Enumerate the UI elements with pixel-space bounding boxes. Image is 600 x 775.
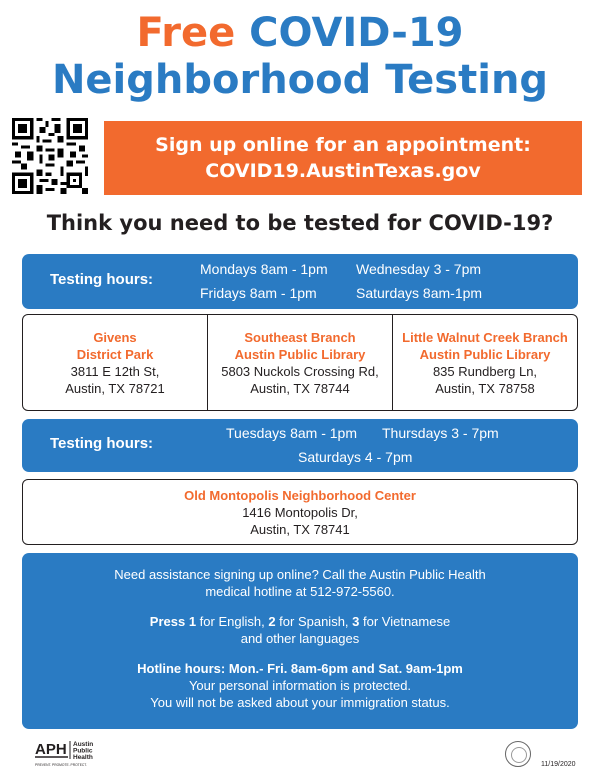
hotline-number[interactable]: medical hotline at 512-972-5560.: [205, 584, 395, 599]
hotline-hours-block: [22, 660, 578, 711]
site-southeast-branch: [207, 315, 392, 410]
signup-url[interactable]: COVID19.AustinTexas.gov: [205, 160, 481, 182]
signup-text: Sign up online for an appointment:: [155, 134, 531, 156]
site-address: 1416 Montopolis Dr,: [242, 505, 358, 520]
site-name: Old Montopolis Neighborhood Center: [184, 488, 416, 503]
title-covid: COVID-19: [249, 10, 464, 56]
site-little-walnut-creek: [392, 315, 577, 410]
site-city: Austin, TX 78721: [65, 381, 165, 396]
site-name: Little Walnut Creek Branch: [402, 330, 568, 345]
press-key: Press 1: [149, 614, 197, 629]
logo-tagline: PREVENT. PROMOTE. PROTECT.: [35, 763, 87, 767]
section-question: Think you need to be tested for COVID-19?: [46, 211, 554, 235]
assistance-hotline: [22, 566, 578, 600]
testing-sites-table: [22, 314, 578, 411]
testing-hours-bar-1: [22, 254, 578, 309]
press-text: for Spanish,: [275, 614, 353, 629]
language-options: [22, 613, 578, 647]
testing-hours-label: Testing hours:: [50, 435, 154, 452]
logo-name: Austin: [73, 741, 94, 748]
press-text: and other languages: [240, 631, 360, 646]
hotline-hours: Hotline hours: Mon.- Fri. 8am-6pm and Sat. 9am-1pm: [137, 661, 463, 676]
site-address: 5803 Nuckols Crossing Rd,: [221, 364, 379, 379]
testing-hours-label: Testing hours:: [50, 271, 154, 288]
assistance-line: Need assistance signing up online? Call the Austin Public Health: [114, 567, 486, 582]
privacy-note: Your personal information is protected.: [188, 678, 412, 693]
assistance-box: [22, 553, 578, 729]
press-text: for English,: [196, 614, 269, 629]
hours-slot: Mondays 8am - 1pm: [200, 261, 328, 277]
site-city: Austin, TX 78758: [435, 381, 535, 396]
qr-code-icon[interactable]: [12, 118, 88, 194]
site-old-montopolis: [22, 479, 578, 545]
site-address: 835 Rundberg Ln,: [432, 364, 538, 379]
site-givens: [23, 315, 207, 410]
title-line-1: [0, 10, 600, 57]
site-address: 3811 E 12th St,: [70, 364, 160, 379]
hours-slot: Tuesdays 8am - 1pm: [226, 425, 357, 441]
site-city: Austin, TX 78741: [250, 522, 350, 537]
press-text: for Vietnamese: [359, 614, 451, 629]
flyer-date: 11/19/2020: [541, 761, 576, 768]
site-name: District Park: [76, 347, 154, 362]
press-key: 3: [352, 614, 360, 629]
site-city: Austin, TX 78744: [250, 381, 350, 396]
title-free: Free: [136, 10, 236, 56]
logo-name: Health: [73, 754, 93, 761]
hours-slot: Saturdays 8am-1pm: [356, 285, 483, 301]
hours-slot: Thursdays 3 - 7pm: [382, 425, 499, 441]
hours-slot: Wednesday 3 - 7pm: [356, 261, 482, 277]
site-name: Austin Public Library: [234, 347, 366, 362]
hours-slot: Saturdays 4 - 7pm: [298, 449, 413, 465]
page-title: [0, 10, 600, 104]
hours-slot: Fridays 8am - 1pm: [200, 285, 317, 301]
testing-hours-bar-2: [22, 419, 578, 472]
press-key: 2: [268, 614, 276, 629]
site-name: Givens: [93, 330, 137, 345]
logo-name: Public: [73, 747, 93, 755]
city-seal-icon: [505, 741, 531, 767]
signup-banner[interactable]: [104, 121, 582, 195]
title-line-2: Neighborhood Testing: [51, 57, 549, 103]
aph-logo: [34, 737, 98, 769]
site-name: Austin Public Library: [419, 347, 551, 362]
immigration-note: You will not be asked about your immigration status.: [150, 695, 450, 710]
site-name: Southeast Branch: [244, 330, 356, 345]
logo-mark: APH: [35, 741, 67, 758]
